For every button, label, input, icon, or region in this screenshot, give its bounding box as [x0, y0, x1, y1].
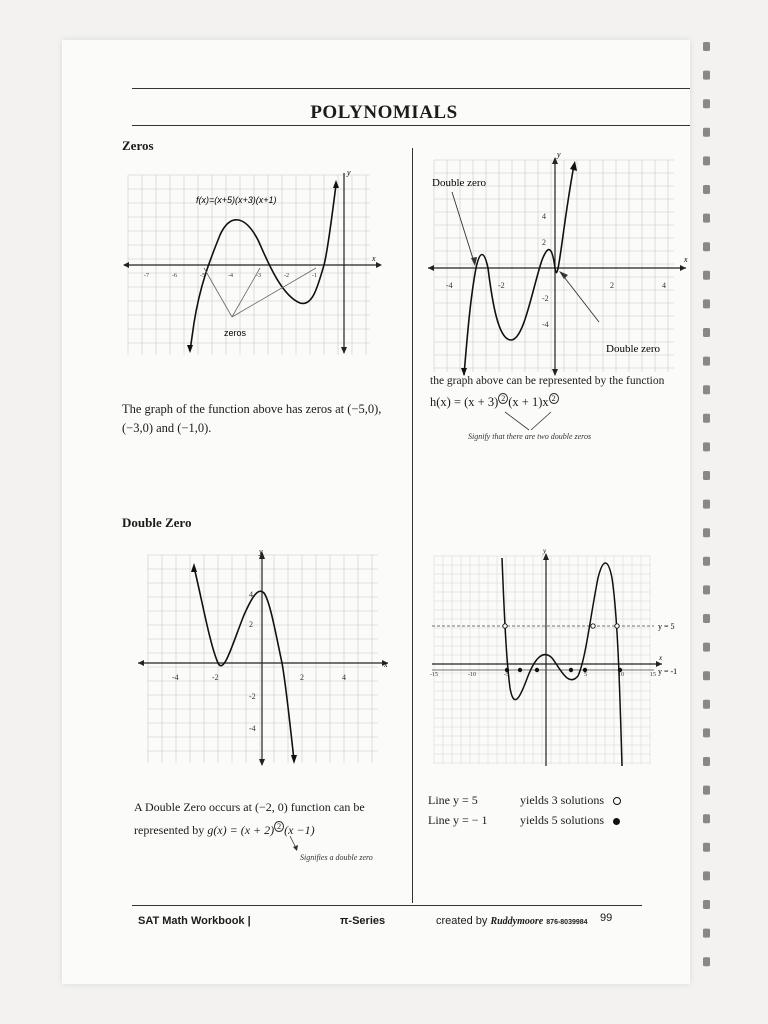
double-zeros-graph [424, 150, 692, 380]
h-function [430, 390, 690, 411]
spiral-coil [703, 385, 710, 394]
x-tick-label: 2 [610, 281, 614, 290]
zeros-description: The graph of the function above has zeros at (−5,0), (−3,0) and (−1,0). [122, 402, 382, 435]
spiral-coil [703, 471, 710, 480]
description-part: represented by [134, 823, 208, 837]
h-function-part2: (x + 1)x [508, 395, 549, 410]
x-axis-label: x [659, 654, 663, 662]
g-function-part1: g(x) = (x + 2) [207, 823, 275, 837]
line-y5-label: y = 5 [658, 622, 675, 631]
x-tick-label: 10 [618, 672, 624, 678]
x-tick-label: -4 [446, 281, 453, 290]
y-axis-label: y [259, 547, 263, 556]
column-divider [412, 148, 413, 903]
author-phone: 876-8039984 [546, 919, 588, 926]
description-line: A Double Zero occurs at (−2, 0) function can be [134, 800, 365, 814]
x-axis-label: x [372, 254, 376, 263]
page-number: 99 [600, 912, 613, 924]
y-tick-label: -2 [249, 692, 256, 701]
spiral-coil [703, 614, 710, 623]
spiral-coil [703, 871, 710, 880]
y-tick-label: -4 [249, 724, 256, 733]
spiral-coil [703, 843, 710, 852]
x-tick-label: -15 [430, 672, 438, 678]
top-right-caption [430, 372, 690, 411]
spiral-coil [703, 71, 710, 80]
x-tick-label: 4 [342, 673, 346, 682]
double-zeros-note: Signify that there are two double zeros [468, 432, 592, 441]
spiral-coil [703, 128, 710, 137]
note-arrow [286, 834, 306, 854]
double-zero-label-right: Double zero [606, 343, 661, 355]
y-axis-label: y [543, 548, 547, 555]
x-tick-label: -4 [172, 673, 179, 682]
spiral-coil [703, 786, 710, 795]
x-tick-label: -1 [312, 273, 317, 279]
spiral-coil [703, 328, 710, 337]
double-zero-heading: Double Zero [122, 515, 192, 530]
filled-circle-icon [613, 818, 620, 825]
spiral-coil [703, 414, 710, 423]
circled-exponent: 2 [498, 393, 508, 404]
spiral-coil [703, 700, 710, 709]
y-tick-label: 4 [542, 212, 546, 221]
header-rule-top [132, 88, 690, 89]
circled-exponent: 2 [549, 393, 559, 404]
caption-line: the graph above can be represented by the function [430, 375, 665, 387]
spiral-coil [703, 442, 710, 451]
spiral-coil [703, 500, 710, 509]
spiral-coil [703, 156, 710, 165]
series-name: π-Series [340, 915, 386, 927]
legend-yield-text: yields 3 solutions [520, 793, 605, 807]
spiral-coil [703, 528, 710, 537]
x-tick-label: -2 [498, 281, 505, 290]
spiral-coil [703, 299, 710, 308]
x-tick-label: 15 [650, 672, 656, 678]
x-tick-label: 5 [584, 672, 587, 678]
y-axis-label: y [347, 168, 351, 177]
polynomial-curve [502, 558, 622, 766]
spiral-coil [703, 357, 710, 366]
spiral-coil [703, 900, 710, 909]
spiral-coil [703, 42, 710, 51]
h-function-part1: h(x) = (x + 3) [430, 395, 499, 410]
solutions-legend [428, 790, 621, 830]
legend-yield-text: yields 5 solutions [520, 813, 605, 827]
y-tick-label: -4 [542, 320, 549, 329]
spiral-coil [703, 271, 710, 280]
x-tick-label: 4 [662, 281, 666, 290]
x-tick-label: -5 [504, 672, 509, 678]
x-tick-label: -2 [212, 673, 219, 682]
legend-row-ym1 [428, 810, 621, 830]
y-axis-label: y [557, 150, 561, 159]
g-function-part2: (x −1) [284, 823, 315, 837]
author-signature: Ruddymoore [490, 916, 544, 927]
double-zero-label-left: Double zero [432, 177, 487, 189]
x-tick-label: -6 [172, 273, 177, 279]
y-tick-label: 2 [542, 238, 546, 247]
spiral-coil [703, 214, 710, 223]
spiral-coil [703, 585, 710, 594]
spiral-binding [700, 36, 714, 986]
line-ym1-label: y = -1 [658, 667, 678, 676]
x-tick-label: -4 [228, 273, 233, 279]
double-zero-description [134, 797, 404, 840]
page-title: POLYNOMIALS [310, 102, 458, 123]
circled-exponent: 2 [274, 821, 284, 832]
zeros-heading: Zeros [122, 138, 154, 153]
spiral-coil [703, 185, 710, 194]
zeros-annotation: zeros [224, 328, 247, 338]
double-zero-note: Signifies a double zero [300, 853, 373, 862]
x-tick-label: -10 [468, 672, 476, 678]
spiral-coil [703, 757, 710, 766]
zeros-graph [120, 165, 382, 360]
x-tick-label: -7 [144, 273, 149, 279]
solution-points-open [503, 624, 619, 628]
double-zero-graph [136, 545, 392, 770]
spiral-coil [703, 814, 710, 823]
footer-credit [436, 915, 588, 927]
x-tick-label: -5 [200, 273, 205, 279]
spiral-coil [703, 557, 710, 566]
spiral-coil [703, 929, 710, 938]
header-rule-bottom [132, 125, 690, 126]
spiral-coil [703, 242, 710, 251]
created-by: created by [436, 915, 488, 927]
y-tick-label: 4 [249, 590, 253, 599]
function-label: f(x)=(x+5)(x+3)(x+1) [196, 195, 277, 205]
spiral-coil [703, 671, 710, 680]
x-axis-label: x [384, 660, 388, 669]
x-axis-label: x [684, 255, 688, 264]
open-circle-icon [613, 797, 621, 805]
g-function [134, 817, 404, 840]
y-tick-label: -2 [542, 294, 549, 303]
x-tick-label: -3 [256, 273, 261, 279]
footer-series [340, 915, 385, 927]
legend-row-y5 [428, 790, 621, 810]
x-tick-label: -2 [284, 273, 289, 279]
footer-book [138, 915, 251, 927]
quartic-curve [464, 165, 574, 375]
spiral-coil [703, 957, 710, 966]
legend-line-label: Line y = − 1 [428, 813, 488, 827]
solutions-graph [428, 548, 690, 768]
footer-rule [132, 905, 642, 906]
spiral-coil [703, 728, 710, 737]
y-tick-label: 2 [249, 620, 253, 629]
x-tick-label: 2 [300, 673, 304, 682]
spiral-coil [703, 643, 710, 652]
book-title: SAT Math Workbook | [138, 915, 251, 927]
legend-line-label: Line y = 5 [428, 793, 478, 807]
